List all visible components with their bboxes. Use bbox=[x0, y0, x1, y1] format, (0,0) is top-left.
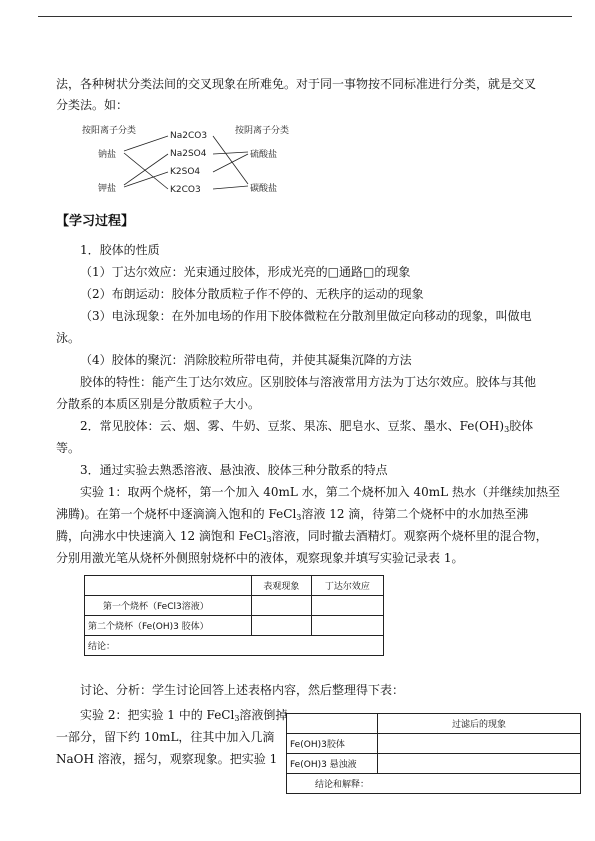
experiment-1-line-1: 实验 1：取两个烧杯，第一个加入 40mL 水，第二个烧杯加入 40mL 热水（并继续加热至 bbox=[80, 485, 560, 499]
tyndall-effect: （1）丁达尔效应：光束通过胶体，形成光亮的□通路□的现象 bbox=[80, 265, 411, 279]
coagulation: （4）胶体的聚沉：消除胶粒所带电荷，并使其凝集沉降的方法 bbox=[80, 353, 412, 367]
diagram-left-header: 按阳离子分类 bbox=[82, 126, 137, 136]
diagram-center-item: Na2CO3 bbox=[170, 131, 208, 141]
diagram-left-item: 钾盐 bbox=[98, 184, 117, 194]
table-cell[interactable] bbox=[378, 754, 581, 774]
experiment-record-table-1 bbox=[84, 575, 384, 656]
discussion-text: 讨论、分析：学生讨论回答上述表格内容，然后整理得下表： bbox=[80, 683, 405, 697]
table-conclusion[interactable]: 结论和解释： bbox=[287, 774, 581, 794]
experiment-1-line-2: 沸腾)。在第一个烧杯中逐滴滴入饱和的 FeCl$_3$溶液 12 滴，待第二个烧杯中的水加热至沸 bbox=[56, 507, 529, 522]
section-title: 【学习过程】 bbox=[56, 214, 135, 229]
section-1-heading: 1．胶体的性质 bbox=[80, 243, 160, 257]
experiment-2-line-3: NaOH 溶液，摇匀，观察现象。把实验 1 bbox=[56, 752, 278, 766]
electrophoresis-line-1: （3）电泳现象：在外加电场的作用下胶体微粒在分散剂里做定向移动的现象，叫做电 bbox=[80, 309, 532, 323]
table-conclusion[interactable]: 结论： bbox=[85, 636, 384, 656]
diagram-center-item: Na2SO4 bbox=[170, 149, 207, 159]
table-cell[interactable] bbox=[252, 596, 312, 616]
table-header-cell: 丁达尔效应 bbox=[311, 576, 383, 596]
experiment-2-line-1: 实验 2：把实验 1 中的 FeCl$_3$溶液倒掉 bbox=[80, 708, 288, 723]
intro-line-1: 法，各种树状分类法间的交叉现象在所难免。对于同一事物按不同标准进行分类，就是交叉 bbox=[56, 77, 537, 91]
diagram-right-item: 碳酸盐 bbox=[250, 184, 278, 194]
table-cell[interactable] bbox=[252, 616, 312, 636]
brownian-motion: （2）布朗运动：胶体分散质粒子作不停的、无秩序的运动的现象 bbox=[80, 287, 424, 301]
table-header-cell bbox=[287, 714, 378, 734]
table-row-label: Fe(OH)3 悬浊液 bbox=[287, 754, 378, 774]
common-colloids-line-2: 等。 bbox=[56, 441, 81, 455]
table-header-cell: 表观现象 bbox=[252, 576, 312, 596]
table-cell[interactable] bbox=[311, 596, 383, 616]
diagram-right-item: 硫酸盐 bbox=[250, 150, 278, 160]
diagram-left-item: 钠盐 bbox=[98, 150, 117, 160]
section-3-heading: 3．通过实验去熟悉溶液、悬浊液、胶体三种分散系的特点 bbox=[80, 463, 388, 477]
diagram-lines bbox=[0, 0, 595, 220]
electrophoresis-line-2: 泳。 bbox=[56, 331, 81, 345]
experiment-1-line-3: 腾，向沸水中快速滴入 12 滴饱和 FeCl$_3$溶液，同时撤去酒精灯。观察两个烧杯里的混合物， bbox=[56, 529, 548, 544]
table-row-label: Fe(OH)3胶体 bbox=[287, 734, 378, 754]
table-row-label: 第二个烧杯（Fe(OH)3 胶体） bbox=[85, 616, 252, 636]
diagram-center-item: K2SO4 bbox=[170, 167, 201, 177]
table-row-label: 第一个烧杯（FeCl3溶液） bbox=[85, 596, 252, 616]
colloid-features-line-2: 分散系的本质区别是分散质粒子大小。 bbox=[56, 397, 261, 411]
table-cell[interactable] bbox=[311, 616, 383, 636]
table-cell[interactable] bbox=[378, 734, 581, 754]
colloid-features-line-1: 胶体的特性：能产生丁达尔效应。区别胶体与溶液常用方法为丁达尔效应。胶体与其他 bbox=[80, 375, 537, 389]
experiment-2-line-2: 一部分，留下约 10mL，往其中加入几滴 bbox=[56, 730, 275, 744]
intro-line-2: 分类法。如： bbox=[56, 98, 129, 112]
experiment-record-table-2 bbox=[286, 713, 581, 794]
table-header-cell bbox=[85, 576, 252, 596]
diagram-right-header: 按阴离子分类 bbox=[235, 126, 290, 136]
table-header-cell: 过滤后的现象 bbox=[378, 714, 581, 734]
diagram-center-item: K2CO3 bbox=[170, 185, 201, 195]
common-colloids-line-1: 2．常见胶体：云、烟、雾、牛奶、豆浆、果冻、肥皂水、豆浆、墨水、$Fe(OH)_3$胶体 bbox=[80, 419, 534, 434]
experiment-1-line-4: 分别用激光笔从烧杯外侧照射烧杯中的液体，观察现象并填写实验记录表 1。 bbox=[56, 551, 464, 565]
